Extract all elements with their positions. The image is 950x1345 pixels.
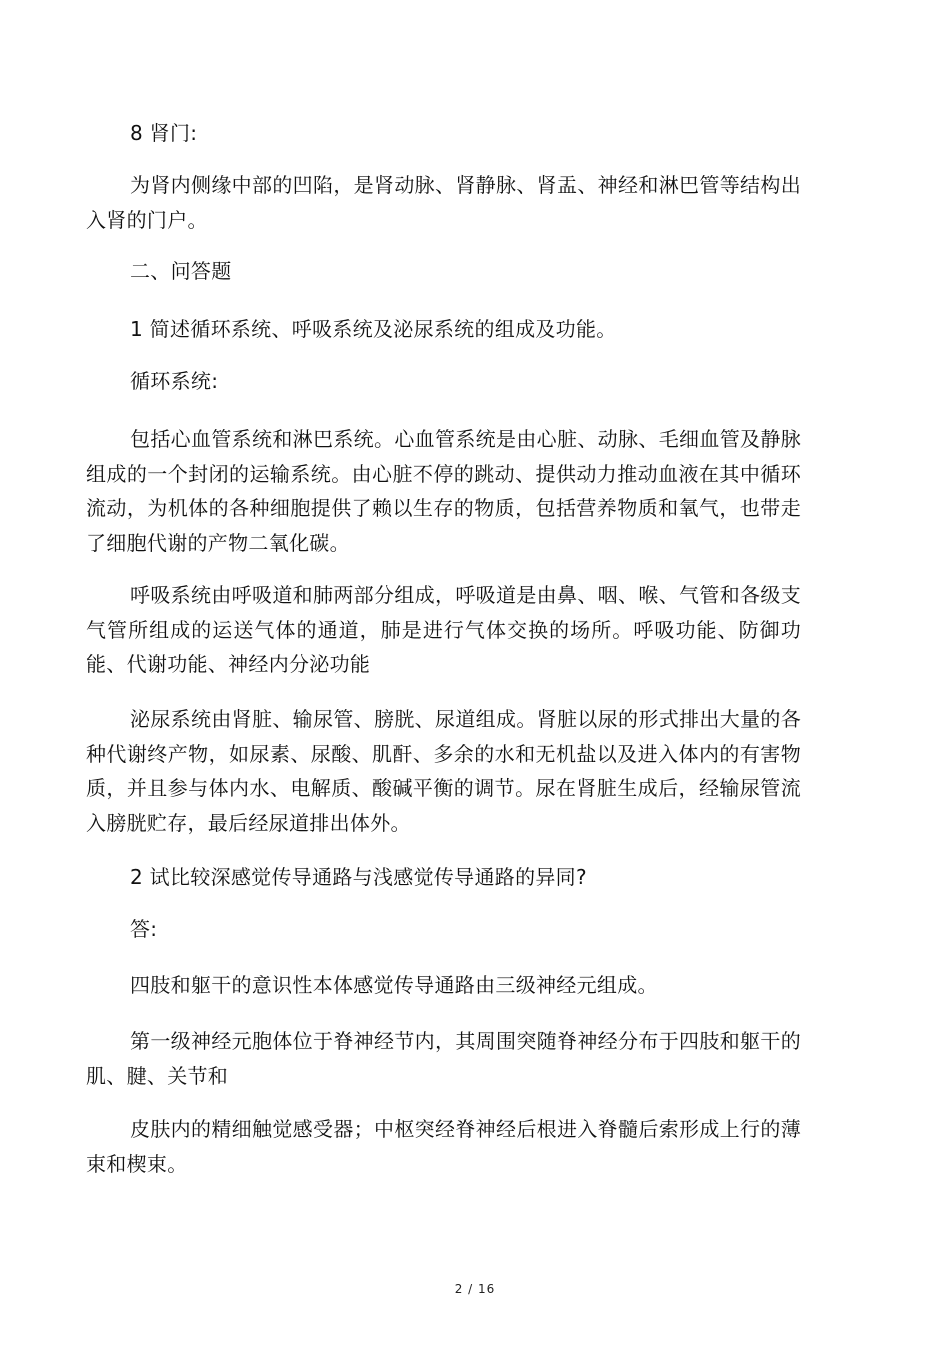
paragraph-urinary-system: 泌尿系统由肾脏、输尿管、膀胱、尿道组成。肾脏以尿的形式排出大量的各种代谢终产物，如尿素、尿酸、肌酐、多余的水和无机盐以及进入体内的有害物质，并且参与体内水、电解质、酸碱平衡的调节。尿在肾脏生成后，经输尿管流入膀胱贮存，最后经尿道排出体外。 (86, 707, 801, 835)
paragraph-respiratory-system: 呼吸系统由呼吸道和肺两部分组成，呼吸道是由鼻、咽、喉、气管和各级支气管所组成的运送气体的通道，肺是进行气体交换的场所。呼吸功能、防御功能、代谢功能、神经内分泌功能 (86, 583, 801, 676)
paragraph-first-order-neuron: 第一级神经元胞体位于脊神经节内，其周围突随脊神经分布于四肢和躯干的肌、腱、关节和 (86, 1029, 801, 1088)
paragraph-fine-touch-receptors: 皮肤内的精细触觉感受器；中枢突经脊神经后根进入脊髓后索形成上行的薄束和楔束。 (86, 1117, 801, 1176)
page-number: 2 / 16 (454, 1282, 496, 1296)
question-2: 2 试比较深感觉传导通路与浅感觉传导通路的异同? (130, 865, 587, 889)
subheading-circulatory-system: 循环系统: (130, 369, 219, 393)
heading-renal-hilum: 8 肾门: (130, 121, 198, 145)
paragraph-circulatory-system: 包括心血管系统和淋巴系统。心血管系统是由心脏、动脉、毛细血管及静脉组成的一个封闭的运输系统。由心脏不停的跳动、提供动力推动血液在其中循环流动，为机体的各种细胞提供了赖以生存的物质，包括营养物质和氧气，也带走了细胞代谢的产物二氧化碳。 (86, 427, 801, 555)
paragraph-proprioceptive-pathway: 四肢和躯干的意识性本体感觉传导通路由三级神经元组成。 (130, 973, 658, 997)
paragraph-renal-hilum-definition: 为肾内侧缘中部的凹陷，是肾动脉、肾静脉、肾盂、神经和淋巴管等结构出入肾的门户。 (86, 173, 801, 232)
section-heading-qa: 二、问答题 (130, 259, 232, 283)
question-1: 1 简述循环系统、呼吸系统及泌尿系统的组成及功能。 (130, 317, 617, 341)
answer-label: 答: (130, 917, 158, 941)
